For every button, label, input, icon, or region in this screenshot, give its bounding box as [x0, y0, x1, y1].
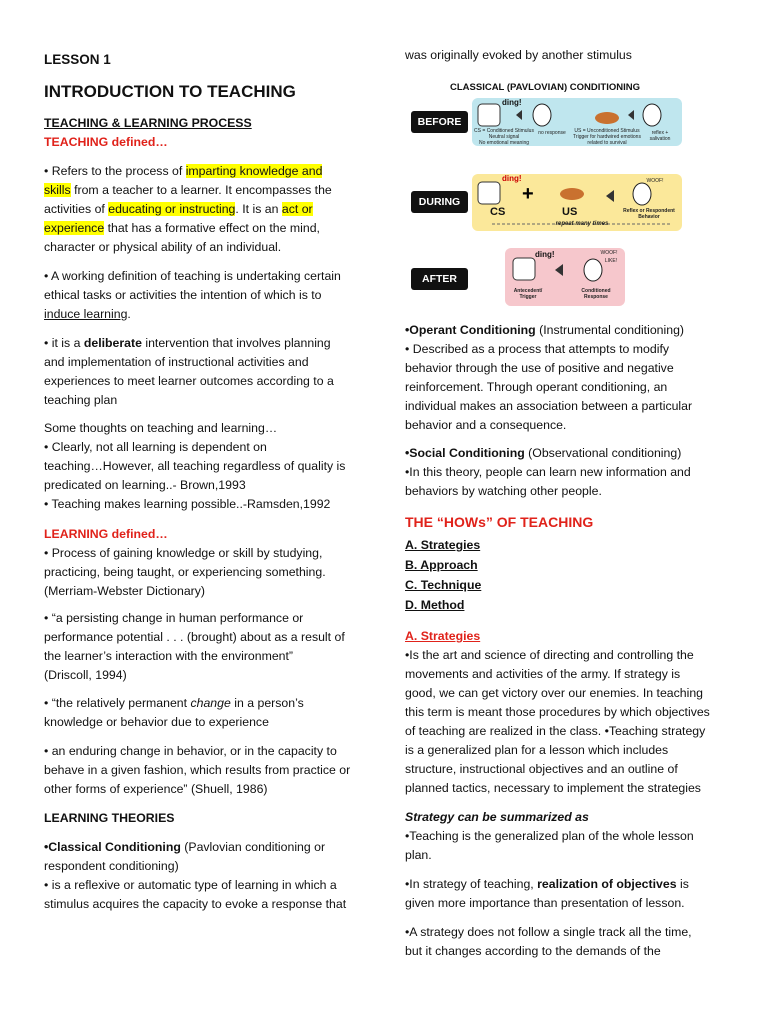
- text: (Merriam-Webster Dictionary): [44, 584, 206, 598]
- text: •Is the art and science of directing and controlling the: [405, 648, 694, 662]
- text: •Classical Conditioning: [44, 840, 181, 854]
- ding-text: ding!: [502, 174, 522, 183]
- text: • “a persisting change in human performance or: [44, 611, 304, 625]
- strategy-summary-heading: Strategy can be summarized as: [405, 810, 589, 824]
- text: from a teacher to a learner. It encompasses the: [70, 183, 332, 197]
- text: structure, instructional objectives and an outline of: [405, 762, 678, 776]
- text: • A working definition of teaching is undertaking certain: [44, 269, 341, 283]
- list-item: A. Strategies: [405, 538, 481, 552]
- arrow-icon: [606, 190, 614, 202]
- text: individual makes an association between a particular: [405, 399, 693, 413]
- bell-icon: [513, 258, 535, 280]
- text: predicated on learning..- Brown,1993: [44, 478, 246, 492]
- arrow-icon: [628, 110, 634, 120]
- teaching-defined-heading: TEACHING defined…: [44, 135, 168, 149]
- before-panel: [472, 98, 682, 146]
- text: good, we can get victory over our enemies. In teaching: [405, 686, 704, 700]
- ding-text: ding!: [502, 98, 522, 107]
- text: Some thoughts on teaching and learning…: [44, 421, 278, 435]
- text: activities of: [44, 202, 109, 216]
- highlight: act or: [281, 202, 313, 216]
- during-label: DURING: [411, 191, 468, 213]
- woof-bubble: WOOF!: [600, 250, 618, 256]
- us-caption: US = Unconditioned Stimulus Trigger for hardwired emotions related to survival: [573, 128, 641, 146]
- text: (Observational conditioning): [524, 446, 682, 460]
- text: experiences to meet learner outcomes according to a: [44, 374, 334, 388]
- learning-theories-heading: LEARNING THEORIES: [44, 811, 175, 825]
- text: reinforcement. Through operant conditioning, an: [405, 380, 668, 394]
- ding-text: ding!: [535, 250, 555, 259]
- text: •In strategy of teaching,: [405, 877, 538, 891]
- dog-icon: [533, 104, 551, 126]
- plus-icon: +: [522, 183, 534, 205]
- text: . It is an: [235, 202, 282, 216]
- text: the learner’s interaction with the environment”: [44, 649, 294, 663]
- text: character or physical ability of an individual.: [44, 240, 282, 254]
- text: respondent conditioning): [44, 859, 179, 873]
- highlight: educating or instructing: [108, 202, 236, 216]
- like-bubble: LIKE!: [604, 258, 618, 264]
- text: • is a reflexive or automatic type of learning in which a: [44, 878, 337, 892]
- text: •Teaching is the generalized plan of the whole lesson: [405, 829, 694, 843]
- text: teaching…However, all teaching regardless of quality is: [44, 459, 346, 473]
- strategies-heading: A. Strategies: [405, 629, 481, 643]
- bell-icon: [478, 104, 500, 126]
- text: • “the relatively permanent: [44, 696, 191, 710]
- after-panel: [505, 248, 625, 306]
- text: ethical tasks or activities: [44, 288, 177, 302]
- after-label: AFTER: [411, 268, 468, 290]
- text: planned tactics, necessary to implement the strategies: [405, 781, 701, 795]
- highlight: skills: [44, 183, 71, 197]
- dog-icon: [633, 183, 651, 205]
- repeat-caption: repeat many times: [555, 221, 609, 227]
- no-response-caption: no response: [538, 130, 566, 136]
- text: • Described as a process that attempts to modify: [405, 342, 670, 356]
- list-item: C. Technique: [405, 578, 482, 592]
- diagram-title: CLASSICAL (PAVLOVIAN) CONDITIONING: [450, 82, 640, 93]
- text: intervention that involves planning: [141, 336, 331, 350]
- hows-heading: THE “HOWs” OF TEACHING: [405, 514, 594, 530]
- highlight: imparting knowledge and: [185, 164, 323, 178]
- text: but it changes according to the demands of the: [405, 944, 661, 958]
- section-heading: TEACHING & LEARNING PROCESS: [44, 116, 252, 130]
- text: knowledge or behavior due to experience: [44, 715, 269, 729]
- text: •Operant Conditioning: [405, 323, 536, 337]
- text: (Pavlovian conditioning or: [180, 840, 326, 854]
- us-text: US: [562, 206, 578, 218]
- learning-defined-heading: LEARNING defined…: [44, 527, 168, 541]
- text: performance potential . . . (brought) about as a result of: [44, 630, 345, 644]
- text: (Instrumental conditioning): [535, 323, 685, 337]
- food-bowl-icon: [595, 112, 619, 124]
- page-title: INTRODUCTION TO TEACHING: [44, 82, 296, 101]
- text: • Teaching makes learning possible..-Ramsden,1992: [44, 497, 331, 511]
- text: • Process of gaining knowledge or skill by studying,: [44, 546, 323, 560]
- text: is a generalized plan for a lesson which includes: [405, 743, 669, 757]
- list-item: B. Approach: [405, 558, 478, 572]
- text: behavior and a consequence.: [405, 418, 567, 432]
- pavlovian-conditioning-diagram: [405, 76, 685, 320]
- text: behavior through the use of positive and negative: [405, 361, 674, 375]
- text: realization of objectives: [537, 877, 677, 891]
- text: (Driscoll, 1994): [44, 668, 127, 682]
- text: change: [190, 696, 231, 710]
- conditioned-response-caption: Conditioned Response: [581, 288, 611, 300]
- cs-caption: CS = Conditioned Stimulus Neutral signal No emotional meaning: [474, 128, 534, 146]
- text: and implementation of instructional activities and: [44, 355, 309, 369]
- before-label: BEFORE: [411, 111, 468, 133]
- food-bowl-icon: [560, 188, 584, 200]
- woof-bubble: WOOF!: [646, 178, 664, 184]
- text: •Social Conditioning: [405, 446, 525, 460]
- lesson-number: LESSON 1: [44, 52, 111, 67]
- text: deliberate: [83, 336, 142, 350]
- text: of teaching are realized in the class. •Teaching strategy: [405, 724, 706, 738]
- text: stimulus acquires the capacity to evoke a response that: [44, 897, 347, 911]
- arrow-icon: [555, 264, 563, 276]
- continued-text: was originally evoked by another stimulus: [405, 48, 632, 62]
- dog-icon: [643, 104, 661, 126]
- text: given more importance than presentation of lesson.: [405, 896, 685, 910]
- text: practicing, being taught, or experiencing something.: [44, 565, 326, 579]
- arrow-icon: [516, 110, 522, 120]
- text: teaching plan: [44, 393, 118, 407]
- highlight: experience: [44, 221, 105, 235]
- reflex-behavior-caption: Reflex or Respondent Behavior: [623, 208, 675, 220]
- text: behave in a given fashion, which results from practice or: [44, 763, 351, 777]
- text: • it is a: [44, 336, 84, 350]
- text: the intention of which is to: [176, 288, 322, 302]
- list-item: D. Method: [405, 598, 465, 612]
- text: • an enduring change in behavior, or in the capacity to: [44, 744, 337, 758]
- text: that has a formative effect on the mind,: [104, 221, 320, 235]
- antecedent-caption: Antecedent/ Trigger: [513, 288, 543, 300]
- text: • Clearly, not all learning is dependent on: [44, 440, 267, 454]
- text: •A strategy does not follow a single track all the time,: [405, 925, 692, 939]
- text: in a person’s: [230, 696, 304, 710]
- cs-text: CS: [490, 206, 506, 218]
- text: plan.: [405, 848, 432, 862]
- text: induce learning: [44, 307, 128, 321]
- text: •In this theory, people can learn new information and: [405, 465, 691, 479]
- text: this term is meant those procedures by which objectives: [405, 705, 710, 719]
- during-panel: [472, 174, 682, 231]
- text: other forms of experience” (Shuell, 1986): [44, 782, 268, 796]
- reflex-caption: reflex + salivation: [649, 130, 671, 142]
- text: is: [676, 877, 689, 891]
- text: movements and activities of the army. If strategy is: [405, 667, 681, 681]
- text: .: [127, 307, 131, 321]
- text: behaviors by watching other people.: [405, 484, 602, 498]
- dog-icon: [584, 259, 602, 281]
- bell-icon: [478, 182, 500, 204]
- text: • Refers to the process of: [44, 164, 186, 178]
